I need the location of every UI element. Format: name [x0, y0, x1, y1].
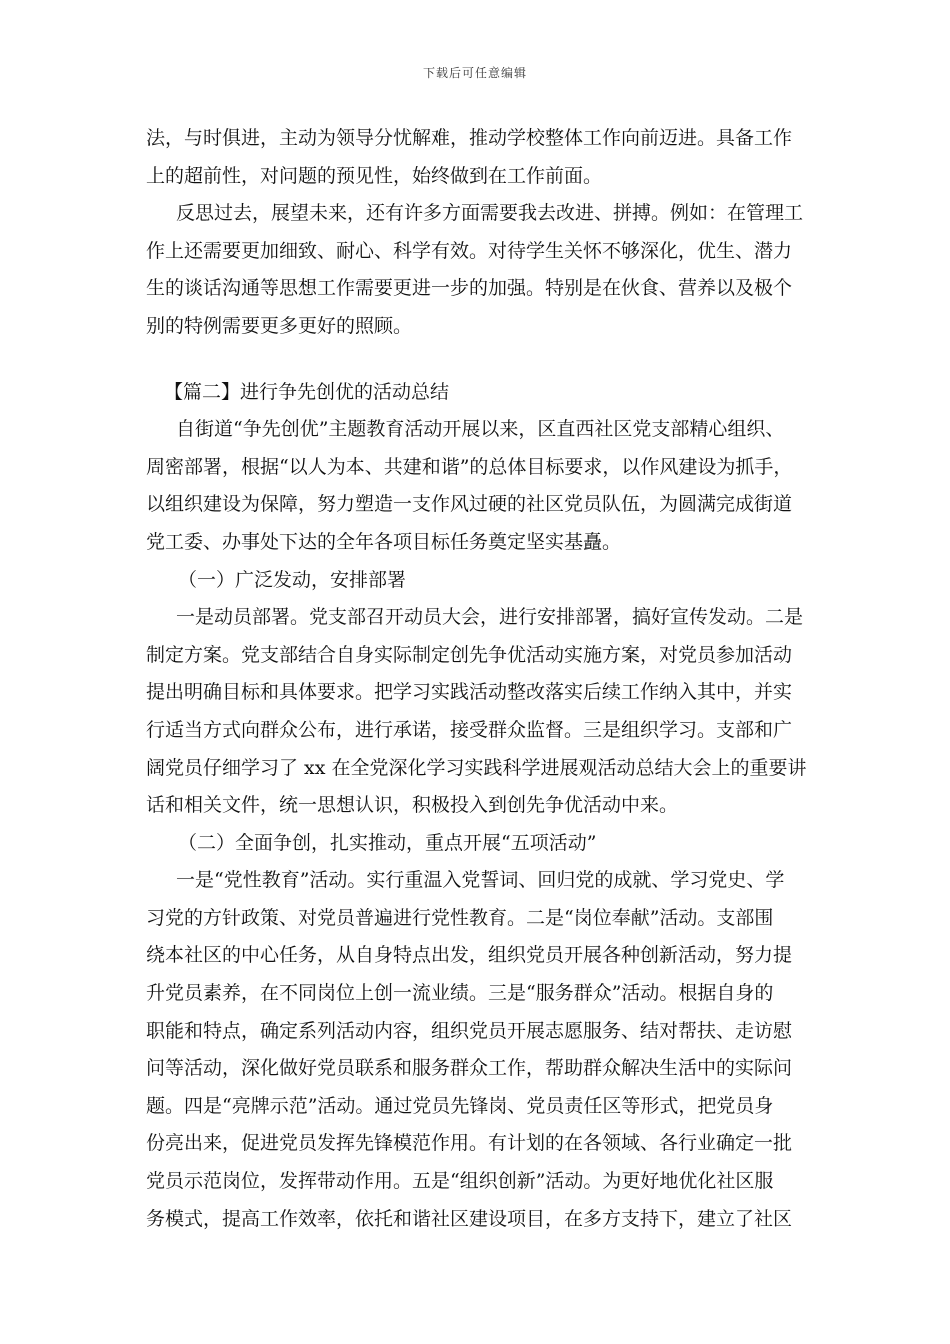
section-spacer — [146, 346, 810, 374]
page-header: 下载后可任意编辑 — [422, 66, 527, 80]
text-line: 生的谈话沟通等思想工作需要更进一步的加强。特别是在伙食、营养以及极个 — [146, 277, 793, 300]
subheading: （二）全面争创，扎实推动，重点开展“五项活动” — [178, 831, 597, 854]
text-line: 提出明确目标和具体要求。把学习实践活动整改落实后续工作纳入其中，并实 — [146, 681, 793, 704]
text-line: 习党的方针政策、对党员普遍进行党性教育。二是“岗位奉献”活动。支部围 — [146, 906, 774, 929]
text-line: 上的超前性，对问题的预见性，始终做到在工作前面。 — [146, 164, 603, 187]
text-line: 阔党员仔细学习了 xx 在全党深化学习实践科学进展观活动总结大会上的重要讲 — [146, 756, 807, 779]
section-title: 【篇二】进行争先创优的活动总结 — [164, 380, 450, 403]
text-line: 份亮出来，促进党员发挥先锋模范作用。有计划的在各领域、各行业确定一批 — [146, 1132, 793, 1155]
text-line: 别的特例需要更多更好的照顾。 — [146, 314, 413, 337]
text-line: 自街道“争先创优”主题教育活动开展以来，区直西社区党支部精心组织、 — [176, 418, 785, 441]
text-line: 作上还需要更加细致、耐心、科学有效。对待学生关怀不够深化，优生、潜力 — [146, 239, 793, 262]
text-line: 以组织建设为保障，努力塑造一支作风过硬的社区党员队伍，为圆满完成街道 — [146, 493, 793, 516]
text-line: 行适当方式向群众公布，进行承诺，接受群众监督。三是组织学习。支部和广 — [146, 718, 793, 741]
text-line: 升党员素养，在不同岗位上创一流业绩。三是“服务群众”活动。根据自身的 — [146, 982, 774, 1005]
text-line: 绕本社区的中心任务，从自身特点出发，组织党员开展各种创新活动，努力提 — [146, 944, 793, 967]
subheading: （一）广泛发动，安排部署 — [178, 568, 407, 591]
paragraph — [146, 195, 810, 345]
text-line: 一是“党性教育”活动。实行重温入党誓词、回归党的成就、学习党史、学 — [176, 869, 785, 892]
text-line: 题。四是“亮牌示范”活动。通过党员先锋岗、党员责任区等形式，把党员身 — [146, 1094, 774, 1117]
text-line: 党员示范岗位，发挥带动作用。五是“组织创新”活动。为更好地优化社区服 — [146, 1170, 774, 1193]
paragraph — [146, 862, 810, 1238]
text-line: 职能和特点，确定系列活动内容，组织党员开展志愿服务、结对帮扶、走访慰 — [146, 1019, 793, 1042]
document-body — [146, 120, 810, 1238]
text-line: 法，与时俱进，主动为领导分忧解难，推动学校整体工作向前迈进。具备工作 — [146, 127, 793, 149]
paragraph — [146, 411, 810, 561]
text-line: 周密部署，根据“以人为本、共建和谐”的总体目标要求，以作风建设为抓手， — [146, 455, 793, 478]
text-line: 反思过去，展望未来，还有许多方面需要我去改进、拼搏。例如：在管理工 — [176, 202, 804, 225]
text-line: 一是动员部署。党支部召开动员大会，进行安排部署，搞好宣传发动。二是 — [176, 606, 804, 629]
text-line: 问等活动，深化做好党员联系和服务群众工作，帮助群众解决生活中的实际问 — [146, 1057, 793, 1080]
text-line: 党工委、办事处下达的全年各项目标任务奠定坚实基矗。 — [146, 530, 622, 553]
text-line: 话和相关文件，统一思想认识，积极投入到创先争优活动中来。 — [146, 794, 679, 817]
text-line: 制定方案。党支部结合自身实际制定创先争优活动实施方案，对党员参加活动 — [146, 643, 793, 666]
paragraph — [146, 599, 810, 825]
paragraph — [146, 120, 810, 195]
text-line: 务模式，提高工作效率，依托和谐社区建设项目，在多方支持下，建立了社区 — [146, 1207, 793, 1230]
